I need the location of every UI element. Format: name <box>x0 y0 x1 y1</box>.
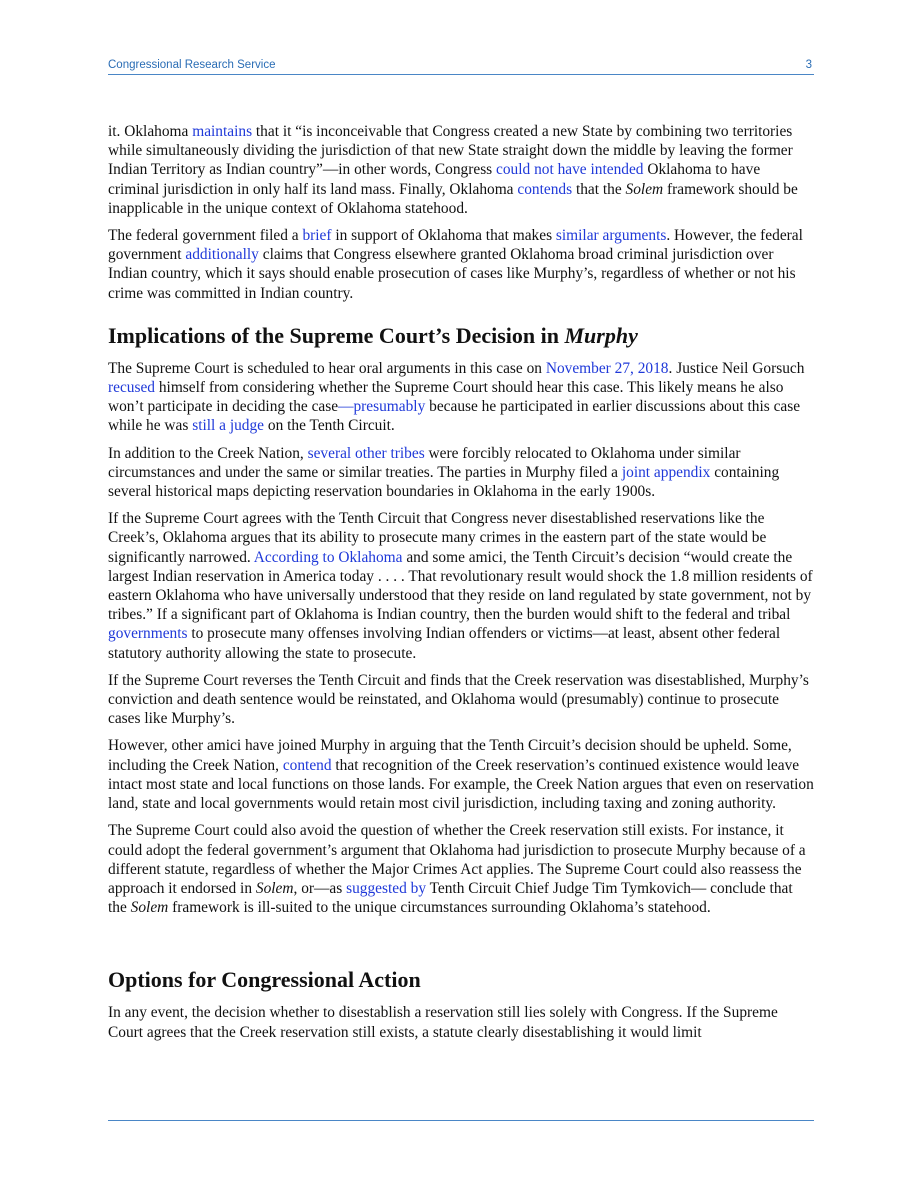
text: himself from considering whether the Supreme Court should hear this case. This likely means he also won’t participate in deciding the case <box>108 379 784 416</box>
text: The federal government filed a <box>108 227 303 245</box>
text: If the Supreme Court agrees with the Tenth Circuit that Congress never disestablished reservations like the Creek’s, Oklahoma argues that its ability to prosecute many crimes in the eastern part of the state would be significantly narrowed. <box>108 510 767 566</box>
header-rule <box>108 74 814 75</box>
text: . Justice Neil Gorsuch <box>668 359 805 377</box>
text: In addition to the Creek Nation, <box>108 444 308 462</box>
text: were forcibly relocated to Oklahoma under similar circumstances and under the same or similar treaties. The parties in Murphy filed a <box>108 444 741 481</box>
link-joint-appendix[interactable]: joint appendix <box>621 463 711 481</box>
document-body <box>108 122 814 1050</box>
running-header <box>108 59 814 74</box>
link-contends[interactable]: contends <box>517 180 573 198</box>
heading-text: Implications of the Supreme Court’s Decision in <box>108 322 565 348</box>
header-org: Congressional Research Service <box>108 59 276 71</box>
heading-italic: Murphy <box>564 322 638 348</box>
link-still-a-judge[interactable]: still a judge <box>192 417 265 435</box>
paragraph-federal-government <box>108 226 814 303</box>
text: Oklahoma to have criminal jurisdiction in only half its land mass. Finally, Oklahoma <box>108 161 761 198</box>
link-recused[interactable]: recused <box>108 379 155 397</box>
page-number: 3 <box>805 59 812 71</box>
paragraph-tenth-circuit-reversed <box>108 671 814 729</box>
text: , or—as <box>293 879 347 897</box>
text: containing several historical maps depicting reservation boundaries in Oklahoma in the early 1900s. <box>108 463 780 501</box>
text: However, other amici have joined Murphy in arguing that the Tenth Circuit’s decision should be upheld. Some, including the Creek Nation, <box>108 737 792 774</box>
paragraph-avoid-question <box>108 821 814 917</box>
text: on the Tenth Circuit. <box>264 417 395 435</box>
link-contend[interactable]: contend <box>282 756 332 774</box>
text: If the Supreme Court reverses the Tenth Circuit and finds that the Creek reservation was disestablished, Murphy’s conviction and death sentence would be reinstated, and Oklahoma would (presumably) continue to prosecute cases like Murphy’s. <box>108 671 809 728</box>
link-governments[interactable]: governments <box>108 625 188 643</box>
link-several-other-tribes[interactable]: several other tribes <box>307 444 425 462</box>
link-similar-arguments[interactable]: similar arguments <box>555 227 667 245</box>
text: framework is ill-suited to the unique circumstances surrounding Oklahoma’s statehood. <box>168 899 711 917</box>
italic-case-name: Solem <box>625 180 664 198</box>
link-presumably[interactable]: —presumably <box>338 398 426 416</box>
link-according-to-oklahoma[interactable]: According to Oklahoma <box>253 548 403 566</box>
text: to prosecute many offenses involving Indian offenders or victims—at least, absent other federal statutory authority allowing the state to prosecute. <box>108 625 781 662</box>
text: that recognition of the Creek reservation’s continued existence would leave intact most state and local functions on those lands. For example, the Creek Nation argues that even on reservation land, state and local governments would retain most civil jurisdiction, including taxing and zoning authority. <box>108 756 814 813</box>
paragraph-congress-decision <box>108 1003 814 1041</box>
text: and some amici, the Tenth Circuit’s decision “would create the largest Indian reservation in America today . . . . That revolutionary result would shock the 1.8 million residents of eastern Oklahoma who have universally understood that they reside on land regulated by state government, not by tribes.” If a significant part of Oklahoma is Indian country, then the burden would shift to the federal and tribal <box>108 548 813 624</box>
section-heading-implications <box>108 323 814 349</box>
link-suggested-by[interactable]: suggested by <box>346 879 427 897</box>
text: framework should be inapplicable in the unique context of Oklahoma statehood. <box>108 180 798 217</box>
section-heading-options: Options for Congressional Action <box>108 967 421 993</box>
link-maintains[interactable]: maintains <box>192 123 253 140</box>
paragraph-oral-arguments <box>108 359 814 436</box>
text: claims that Congress elsewhere granted Oklahoma broad criminal jurisdiction over Indian country, which it says should enable prosecution of cases like Murphy’s, regardless of whether or not his crime was committed in Indian country. <box>108 246 796 302</box>
italic-case-name: Solem <box>130 899 169 917</box>
text: in support of Oklahoma that makes <box>331 227 556 245</box>
link-november-27-2018[interactable]: November 27, 2018 <box>545 359 669 377</box>
text: Tenth Circuit Chief Judge Tim Tymkovich— conclude that the <box>108 879 793 917</box>
text: because he participated in earlier discussions about this case while he was <box>108 398 801 435</box>
text: The Supreme Court could also avoid the question of whether the Creek reservation still exists. For instance, it could adopt the federal government’s argument that Oklahoma had jurisdiction to prosecute Murphy because of a different statute, regardless of whether the Major Crimes Act applies. The Supreme Court could also reassess the approach it endorsed in <box>108 822 806 897</box>
text: it. Oklahoma <box>108 123 193 140</box>
paragraph-tenth-circuit-affirmed <box>108 509 814 663</box>
text: In any event, the decision whether to disestablish a reservation still lies solely with Congress. If the Supreme Court agrees that the Creek reservation still exists, a statute clearly disestablishing it would limit <box>108 1004 778 1041</box>
italic-case-name: Solem <box>255 879 294 897</box>
paragraph-oklahoma-argument <box>108 122 814 218</box>
text: that it “is inconceivable that Congress created a new State by combining two territories while simultaneously dividing the jurisdiction of that new State straight down the middle by leaving the former Indian Territory as Indian country”—in other words, Congress <box>108 123 793 179</box>
text: . However, the federal government <box>108 227 803 264</box>
text: The Supreme Court is scheduled to hear oral arguments in this case on <box>108 359 546 377</box>
footer-rule <box>108 1120 814 1121</box>
paragraph-other-tribes <box>108 444 814 502</box>
paragraph-amici <box>108 736 814 813</box>
text: that the <box>572 180 626 198</box>
link-additionally[interactable]: additionally <box>185 246 259 264</box>
link-could-not-have-intended[interactable]: could not have intended <box>496 161 644 179</box>
link-brief[interactable]: brief <box>302 227 332 245</box>
